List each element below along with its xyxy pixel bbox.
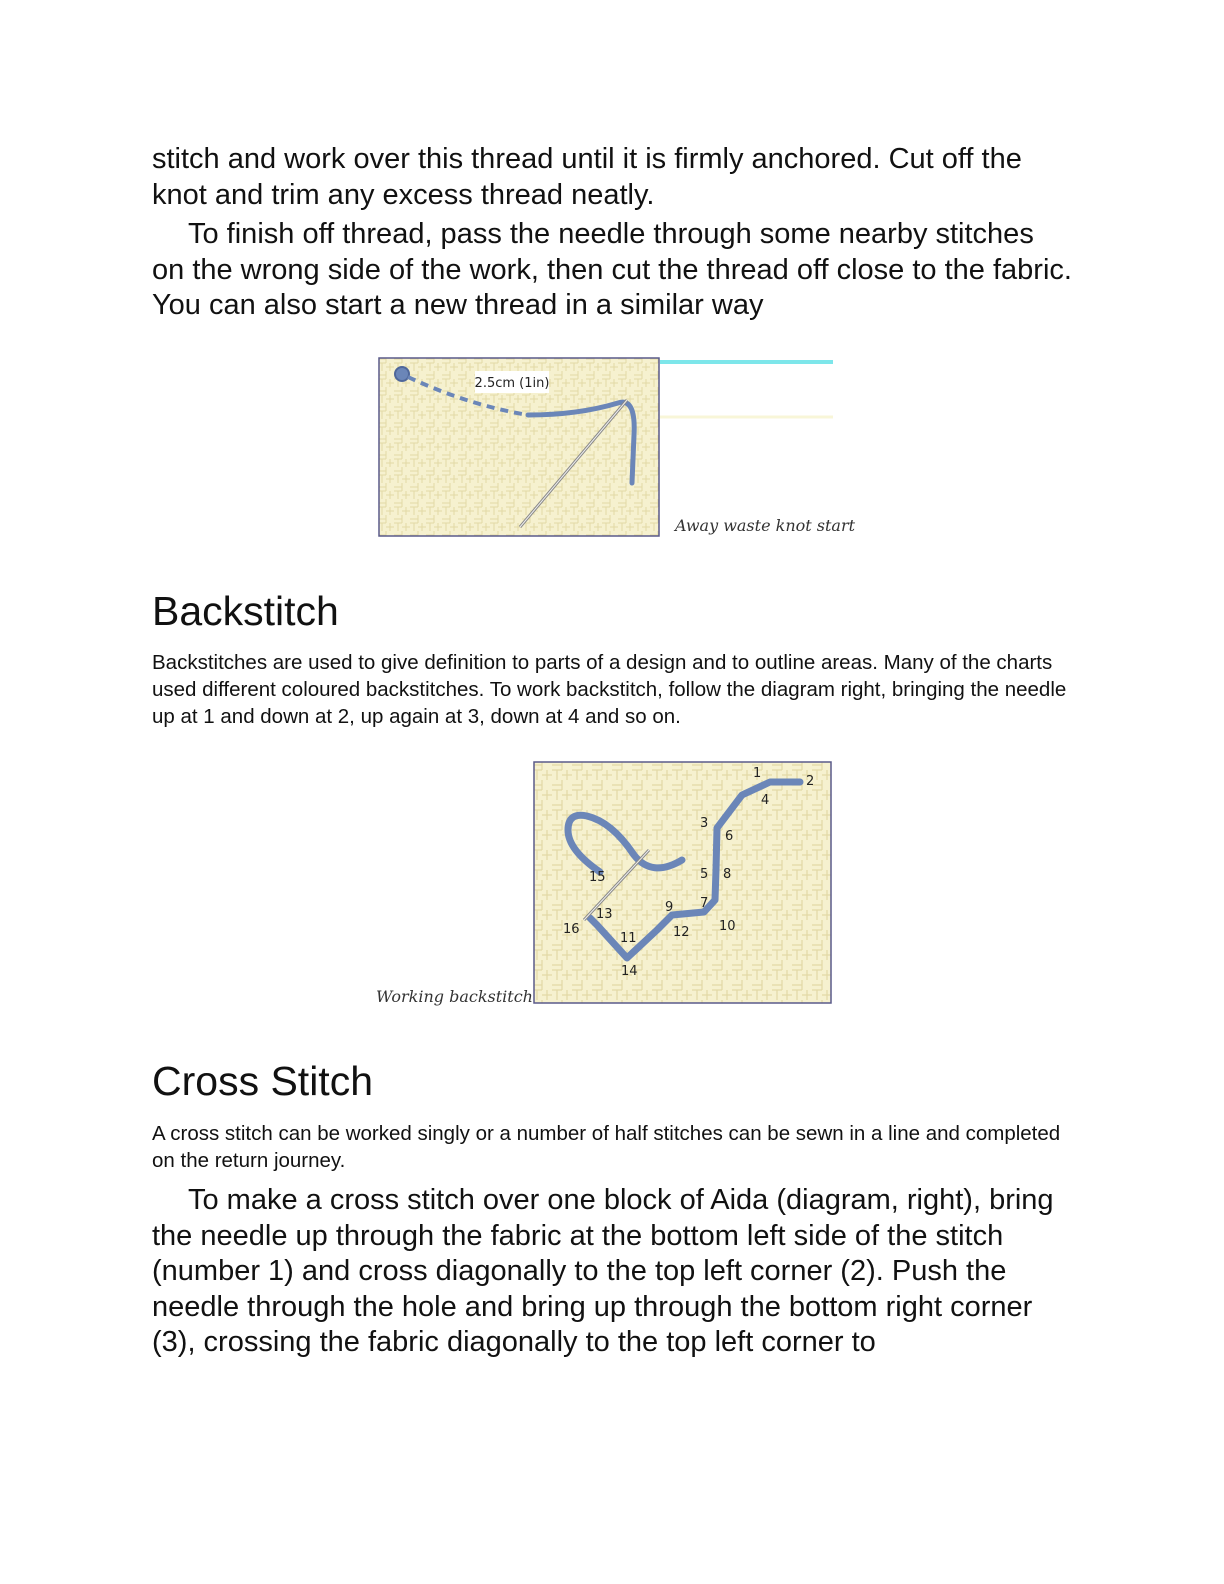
intro-paragraph-2: To finish off thread, pass the needle through some nearby stitches on the wrong side of the work, then cut the thread off close to the fabric. You can also start a new thread in a similar way xyxy=(152,218,1072,321)
fabric-swatch xyxy=(534,762,831,1003)
figure2-caption: Working backstitch xyxy=(376,987,533,1006)
waste-knot-diagram xyxy=(378,355,838,540)
stitch-number-1: 1 xyxy=(753,766,762,781)
stitch-number-4: 4 xyxy=(761,793,770,808)
stitch-number-2: 2 xyxy=(806,774,815,789)
intro-paragraph-1: stitch and work over this thread until it is firmly anchored. Cut off the knot and trim any excess thread neatly. xyxy=(152,143,1022,211)
stitch-number-7: 7 xyxy=(700,896,709,911)
backstitch-diagram xyxy=(372,760,836,1008)
stitch-number-10: 10 xyxy=(719,919,736,934)
stitch-number-15: 15 xyxy=(589,870,606,885)
figure1-caption: Away waste knot start xyxy=(675,516,856,535)
measure-label: 2.5cm (1in) xyxy=(474,376,550,391)
stitch-number-8: 8 xyxy=(723,867,732,882)
cross-stitch-paragraph-2: To make a cross stitch over one block of Aida (diagram, right), bring the needle up through the fabric at the bottom left side of the stitch (number 1) and cross diagonally to the top left corner (2). Push the needle through the hole and bring up through the bottom right corner (3), crossing the fabric diagonally to the top left corner to xyxy=(152,1184,1054,1358)
backstitch-heading: Backstitch xyxy=(152,588,339,634)
stitch-number-3: 3 xyxy=(700,816,709,831)
knot-icon xyxy=(395,367,409,381)
backstitch-body: Backstitches are used to give definition to parts of a design and to outline areas. Many of the charts used different coloured backstitches. To work backstitch, follow the diagram right, bringing the needle up at 1 and down at 2, up again at 3, down at 4 and so on. xyxy=(152,651,1067,728)
stitch-number-12: 12 xyxy=(673,925,690,940)
cross-stitch-body: A cross stitch can be worked singly or a number of half stitches can be sewn in a line and completed on the return journey. xyxy=(152,1122,1061,1172)
stitch-number-11: 11 xyxy=(620,931,637,946)
stitch-number-6: 6 xyxy=(725,829,734,844)
backstitch-figure xyxy=(372,760,836,1008)
stitch-number-13: 13 xyxy=(596,907,613,922)
stitch-number-16: 16 xyxy=(563,922,580,937)
stitch-number-5: 5 xyxy=(700,867,709,882)
cross-stitch-heading: Cross Stitch xyxy=(152,1058,373,1104)
stitch-number-14: 14 xyxy=(621,964,638,979)
stitch-number-9: 9 xyxy=(665,900,674,915)
waste-knot-figure xyxy=(378,355,856,540)
